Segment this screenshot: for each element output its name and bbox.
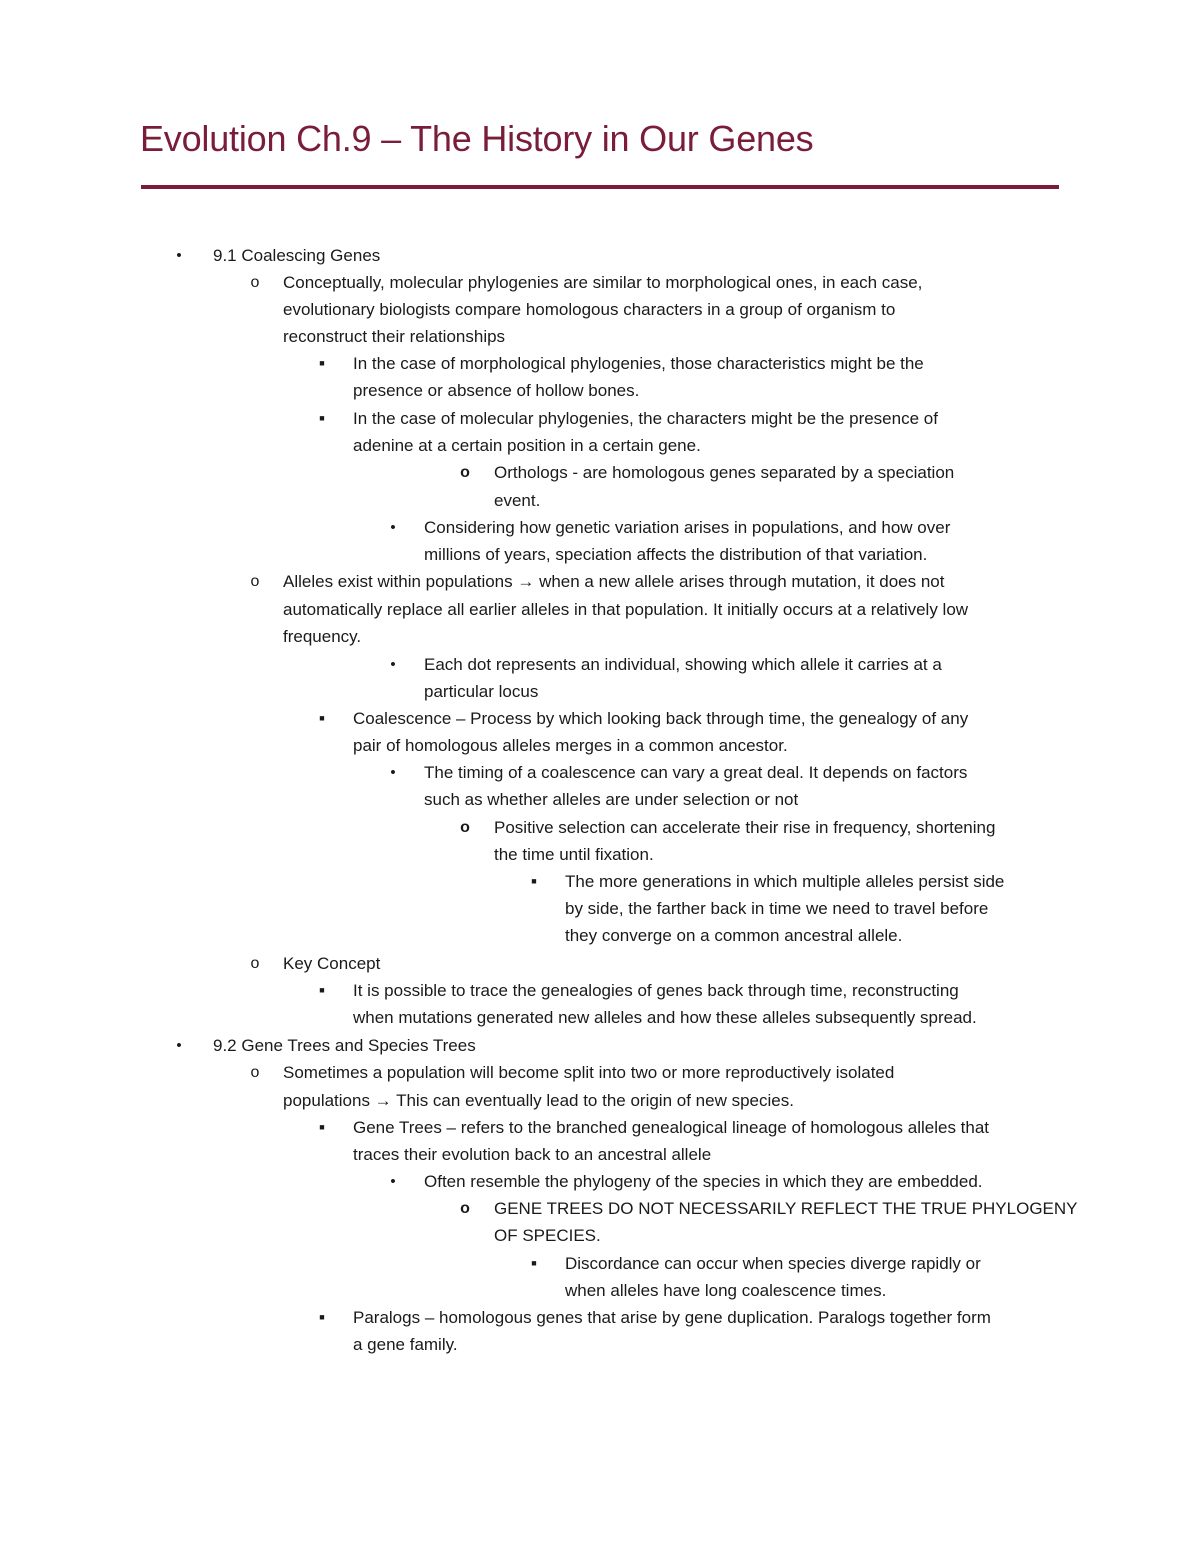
list-item-text: adenine at a certain position in a certain gene. (353, 436, 701, 455)
bullet-disc-marker: • (176, 247, 182, 264)
list-item-text: Alleles exist within populations → when a new allele arises through mutation, it does not (283, 572, 945, 591)
bullet-circle-marker: o (250, 1064, 260, 1081)
list-item-text: The more generations in which multiple alleles persist side (565, 872, 1005, 891)
list-item-text: The timing of a coalescence can vary a great deal. It depends on factors (424, 763, 968, 782)
bullet-circle-marker: o (250, 573, 260, 590)
list-item-text: a gene family. (353, 1335, 458, 1354)
bullet-square-marker: ■ (531, 1258, 537, 1268)
section-heading-9-2: 9.2 Gene Trees and Species Trees (213, 1036, 476, 1055)
list-item-text: In the case of molecular phylogenies, the characters might be the presence of (353, 409, 938, 428)
list-item-text: Key Concept (283, 954, 381, 973)
list-item-text: the time until fixation. (494, 845, 654, 864)
list-item-text: populations → This can eventually lead to the origin of new species. (283, 1091, 794, 1110)
list-item-text: such as whether alleles are under selection or not (424, 790, 799, 809)
list-item-text: reconstruct their relationships (283, 327, 506, 346)
list-item-text: millions of years, speciation affects the distribution of that variation. (424, 545, 928, 564)
bullet-square-marker: ■ (319, 985, 325, 995)
list-item-text: It is possible to trace the genealogies of genes back through time, reconstructing (353, 981, 959, 1000)
list-item-text: traces their evolution back to an ancestral allele (353, 1145, 712, 1164)
list-item-text: GENE TREES DO NOT NECESSARILY REFLECT THE TRUE PHYLOGENY (494, 1199, 1078, 1218)
list-item-text: Gene Trees – refers to the branched genealogical lineage of homologous alleles that (353, 1118, 990, 1137)
list-item-text: Paralogs – homologous genes that arise by gene duplication. Paralogs together form (353, 1308, 991, 1327)
list-item-text: OF SPECIES. (494, 1226, 601, 1245)
title-divider (141, 185, 1059, 189)
bullet-disc-marker: • (390, 519, 396, 536)
list-item-text: Sometimes a population will become split into two or more reproductively isolated (283, 1063, 895, 1082)
list-item-text: when mutations generated new alleles and how these alleles subsequently spread. (353, 1008, 977, 1027)
list-item-text: evolutionary biologists compare homologous characters in a group of organism to (283, 300, 896, 319)
list-item-text: when alleles have long coalescence times. (565, 1281, 887, 1300)
list-item-text: Positive selection can accelerate their rise in frequency, shortening (494, 818, 996, 837)
bullet-square-marker: ■ (319, 713, 325, 723)
bullet-square-marker: ■ (319, 1122, 325, 1132)
list-item-text: Often resemble the phylogeny of the species in which they are embedded. (424, 1172, 983, 1191)
bullet-square-marker: ■ (531, 876, 537, 886)
list-item-text: presence or absence of hollow bones. (353, 381, 640, 400)
bullet-disc-marker: • (176, 1037, 182, 1054)
bullet-disc-marker: • (390, 1173, 396, 1190)
list-item-text: Conceptually, molecular phylogenies are similar to morphological ones, in each case, (283, 273, 923, 292)
section-heading-9-1: 9.1 Coalescing Genes (213, 246, 381, 265)
list-item-text: pair of homologous alleles merges in a common ancestor. (353, 736, 788, 755)
list-item-text: frequency. (283, 627, 362, 646)
list-item-text: In the case of morphological phylogenies, those characteristics might be the (353, 354, 924, 373)
page-title: Evolution Ch.9 – The History in Our Genes (140, 118, 814, 159)
list-item-text: Considering how genetic variation arises in populations, and how over (424, 518, 951, 537)
list-item-text: Discordance can occur when species diverge rapidly or (565, 1254, 981, 1273)
list-item-text: Orthologs - are homologous genes separated by a speciation (494, 463, 955, 482)
list-item-text: by side, the farther back in time we need to travel before (565, 899, 989, 918)
list-item-text: they converge on a common ancestral allele. (565, 926, 903, 945)
bullet-o-marker: o (460, 1200, 470, 1217)
bullet-square-marker: ■ (319, 358, 325, 368)
bullet-circle-marker: o (250, 274, 260, 291)
bullet-disc-marker: • (390, 656, 396, 673)
bullet-square-marker: ■ (319, 413, 325, 423)
list-item-text: Coalescence – Process by which looking back through time, the genealogy of any (353, 709, 969, 728)
list-item-text: Each dot represents an individual, showing which allele it carries at a (424, 655, 942, 674)
bullet-o-marker: o (460, 819, 470, 836)
list-item-text: particular locus (424, 682, 539, 701)
bullet-circle-marker: o (250, 955, 260, 972)
list-item-text: event. (494, 491, 541, 510)
bullet-square-marker: ■ (319, 1312, 325, 1322)
bullet-disc-marker: • (390, 764, 396, 781)
list-item-text: automatically replace all earlier alleles in that population. It initially occurs at a relatively low (283, 600, 969, 619)
bullet-o-marker: o (460, 464, 470, 481)
